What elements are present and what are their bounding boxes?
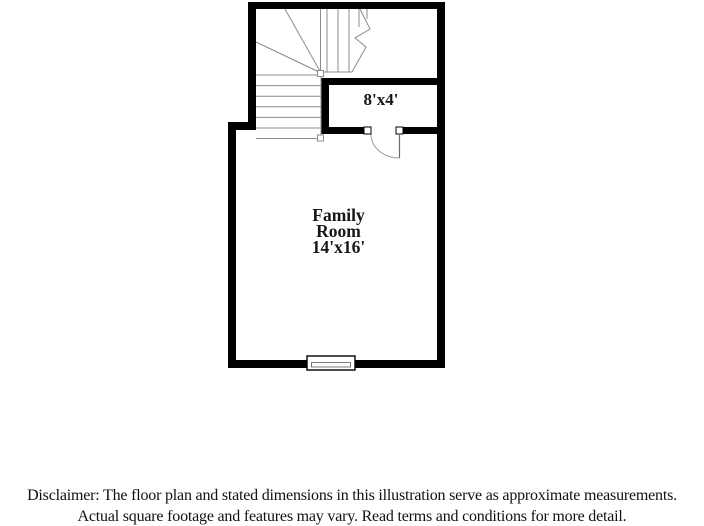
disclaimer-line-1: Disclaimer: The floor plan and stated dimensions in this illustration serve as approximate measurements. xyxy=(27,487,677,504)
window-glazing xyxy=(312,363,351,368)
wall-upper-left xyxy=(248,2,256,130)
window xyxy=(307,356,355,370)
stair-newel-top xyxy=(318,71,324,77)
staircase xyxy=(256,9,370,141)
stair-upper-run xyxy=(321,9,368,73)
wall-closet-top xyxy=(321,78,445,85)
wall-right xyxy=(437,2,445,368)
disclaimer xyxy=(0,485,704,526)
family-room-label-line2: Room xyxy=(316,221,361,241)
stair-lower-run xyxy=(256,75,321,139)
wall-closet-bottom-left xyxy=(321,127,364,134)
door xyxy=(364,127,403,158)
wall-left xyxy=(228,122,236,368)
door-jamb-right xyxy=(396,127,403,134)
wall-closet-left xyxy=(321,78,329,134)
family-room-label-line1: Family xyxy=(312,205,365,225)
closet-dimensions-label: 8'x4' xyxy=(363,90,399,109)
wall-closet-bottom-right xyxy=(403,127,445,134)
walls xyxy=(228,2,445,368)
door-jamb-left xyxy=(364,127,371,134)
door-swing-arc xyxy=(371,135,400,159)
family-room-dimensions-label: 14'x16' xyxy=(311,237,366,257)
disclaimer-line-2: Actual square footage and features may vary. Read terms and conditions for more detail. xyxy=(77,508,627,525)
stair-newel-bottom xyxy=(318,135,324,141)
stair-winder-fan xyxy=(256,9,321,73)
wall-top xyxy=(248,2,445,9)
